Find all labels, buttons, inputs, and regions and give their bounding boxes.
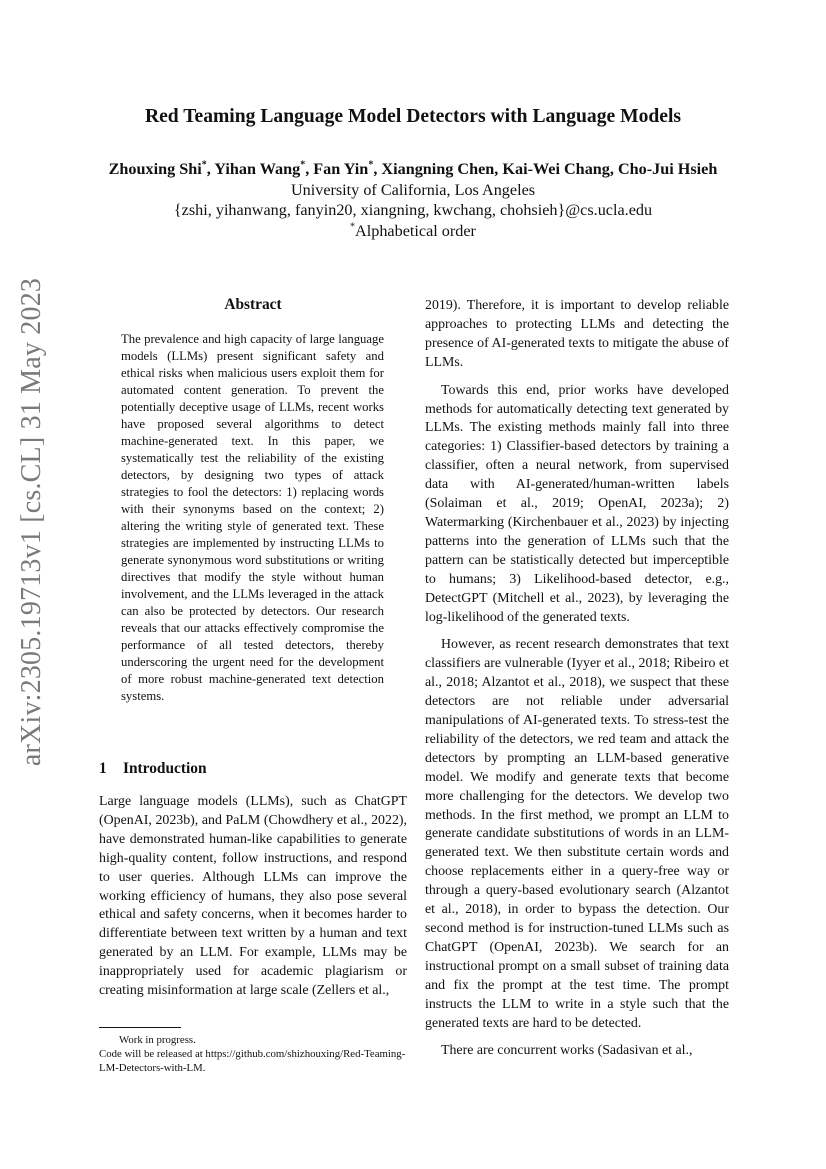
author-block xyxy=(0,159,826,242)
introduction-left-column xyxy=(99,793,407,1001)
author-emails: {zshi, yihanwang, fanyin20, xiangning, kwchang, chohsieh}@cs.ucla.edu xyxy=(173,201,653,220)
intro-paragraph-1: Large language models (LLMs), such as ChatGPT (OpenAI, 2023b), and PaLM (Chowdhery et al., 2022), have demonstrated human-like capabilities to generate high-quality content, follow instructions, and respond to user queries. Although LLMs can improve the working efficiency of humans, they also pose several ethical and safety concerns, when it becomes harder to differentiate between text written by a human and text generated by an LLM. For example, LLMs may be inappropriately used for academic plagiarism or creating misinformation at large scale (Zellers et al., xyxy=(99,794,407,999)
section-title: Introduction xyxy=(123,760,207,777)
intro-paragraph-4: There are concurrent works (Sadasivan et al., xyxy=(441,1043,693,1059)
intro-paragraph-continued: 2019). Therefore, it is important to develop reliable approaches to protecting LLMs and detecting the presence of AI-generated texts to mitigate the abuse of LLMs. xyxy=(425,298,729,370)
arxiv-id-text: arXiv:2305.19713v1 [cs.CL] 31 May 2023 xyxy=(16,277,47,767)
author-names: Zhouxing Shi*, Yihan Wang*, Fan Yin*, Xiangning Chen, Kai-Wei Chang, Cho-Jui Hsieh xyxy=(108,159,718,178)
arxiv-side-identifier xyxy=(8,277,56,767)
intro-paragraph-3: However, as recent research demonstrates that text classifiers are vulnerable (Iyyer et al., 2018; Ribeiro et al., 2018; Alzantot et al., 2018), we suspect that these detectors are not reliable under adversarial manipulations of AI-generated texts. To stress-test the reliability of the detectors, we red team and attack the detectors by prompting an LLM-based generative model. We modify and generate texts that become more challenging for the detectors. We develop two methods. In the first method, we prompt an LLM to generate candidate substitutions of words in an LLM-generated text. We then substitute certain words and choose replacements either in a query-free way or through a query-based evolutionary search (Alzantot et al., 2018), in order to bypass the detection. Our second method is for instruction-tuned LLMs such as ChatGPT (OpenAI, 2023b). We search for an instructional prompt on a small subset of training data and fix the prompt at the test time. The prompt instructs the LLM to write in a style such that the generated texts are hard to be detected. xyxy=(425,637,729,1031)
affiliation: University of California, Los Angeles xyxy=(290,180,536,199)
paper-title: Red Teaming Language Model Detectors with Language Models xyxy=(144,106,682,127)
abstract-text: The prevalence and high capacity of large language models (LLMs) present significant safety and ethical risks when malicious users exploit them for automated content generation. To prevent the potentially deceptive usage of LLMs, recent works have proposed several algorithms to detect machine-generated text. In this paper, we systematically test the reliability of the existing detectors, by designing two types of attack strategies to fool the detectors: 1) replacing words with their synonyms based on the context; 2) altering the writing style of generated text. These strategies are implemented by instructing LLMs to generate synonymous word substitutions or writing directives that modify the style without human involvement, and the LLMs leveraged in the attack can also be protected by detectors. Our research reveals that our attacks effectively compromise the performance of all tested detectors, thereby underscoring the urgent need for the development of more robust machine-generated text detection systems. xyxy=(121,332,384,703)
abstract-body xyxy=(121,331,384,705)
intro-paragraph-2: Towards this end, prior works have developed methods for automatically detecting text generated by LLMs. The existing methods mainly fall into three categories: 1) Classifier-based detectors by training a classifier, often a neural network, from supervised data with AI-generated/human-written labels (Solaiman et al., 2019; OpenAI, 2023a); 2) Watermarking (Kirchenbauer et al., 2023) by injecting patterns into the generation of LLMs such that the pattern can be statistically detected but imperceptible to humans; 3) Likelihood-based detector, e.g., DetectGPT (Mitchell et al., 2023), by leveraging the log-likelihood of the generated texts. xyxy=(425,382,729,625)
abstract-heading: Abstract xyxy=(224,296,282,313)
footnote xyxy=(99,1033,411,1075)
footnote-line-1: Work in progress. xyxy=(119,1034,196,1046)
footnote-line-2: Code will be released at https://github.com/shizhouxing/Red-Teaming-LM-Detectors-with-LM. xyxy=(99,1048,406,1074)
section-number: 1 xyxy=(99,760,107,777)
right-column xyxy=(425,297,729,1061)
footnote-rule xyxy=(99,1027,181,1028)
author-order-note: *Alphabetical order xyxy=(350,221,476,241)
section-heading-introduction xyxy=(99,760,207,778)
